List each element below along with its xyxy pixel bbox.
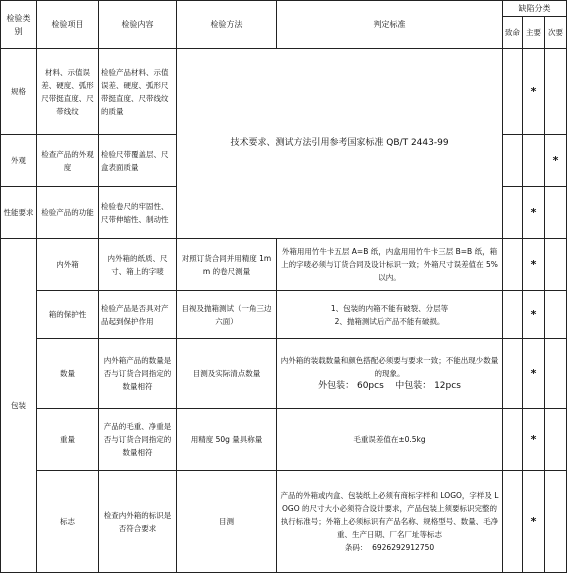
performance-content: 检验卷尺的牢固性、尺带伸缩性、制动性 [99, 187, 177, 239]
header-standard: 判定标准 [277, 1, 503, 49]
marking-standard [277, 471, 503, 573]
box-major-mark: * [523, 239, 545, 291]
header-defect-class: 缺陷分类 [503, 1, 567, 17]
marking-content: 检查内外箱的标识是否符合要求 [99, 471, 177, 573]
appearance-category: 外观 [1, 135, 37, 187]
quantity-item: 数量 [37, 339, 99, 409]
spec-content: 检验产品材料、示值误差、硬度、弧形尺带挺直度、尺带线纹的质量 [99, 49, 177, 135]
box-item: 内外箱 [37, 239, 99, 291]
shared-method-standard: 技术要求、测试方法引用参考国家标准 QB/T 2443-99 [177, 49, 503, 239]
protection-method: 目视及抛箱测试（一角三边六面） [177, 291, 277, 339]
quantity-minor [545, 339, 567, 409]
marking-item: 标志 [37, 471, 99, 573]
spec-fatal [503, 49, 523, 135]
weight-method: 用精度 50g 量具称量 [177, 409, 277, 471]
header-minor: 次要 [545, 17, 567, 49]
weight-minor [545, 409, 567, 471]
performance-item: 检验产品的功能 [37, 187, 99, 239]
appearance-fatal [503, 135, 523, 187]
quantity-major-mark: * [523, 339, 545, 409]
protection-standard [277, 291, 503, 339]
marking-minor [545, 471, 567, 573]
quantity-fatal [503, 339, 523, 409]
box-standard: 外箱用用竹牛卡五层 A=B 纸，内盒用用竹牛卡三层 B=B 纸，箱上的字唛必须与订货合同及设计标识一致；外箱尺寸误差值在 5%以内。 [277, 239, 503, 291]
header-item: 检验项目 [37, 1, 99, 49]
box-content: 内外箱的纸质、尺寸、箱上的字唛 [99, 239, 177, 291]
weight-major-mark: * [523, 409, 545, 471]
spec-category: 规格 [1, 49, 37, 135]
performance-minor [545, 187, 567, 239]
marking-major-mark: * [523, 471, 545, 573]
protection-content: 检验产品是否具对产品起到保护作用 [99, 291, 177, 339]
quantity-standard [277, 339, 503, 409]
spec-item: 材料、示值误差、硬度、弧形尺带挺直度、尺带线纹 [37, 49, 99, 135]
header-major: 主要 [523, 17, 545, 49]
protection-standard-line-2: 2、抛箱测试后产品不能有破损。 [334, 316, 445, 326]
box-method: 对照订货合同并用精度 1mm 的卷尺测量 [177, 239, 277, 291]
box-minor [545, 239, 567, 291]
protection-fatal [503, 291, 523, 339]
appearance-minor-mark: * [545, 135, 567, 187]
quantity-method: 目测及实际清点数量 [177, 339, 277, 409]
marking-method: 目测 [177, 471, 277, 573]
weight-standard: 毛重误差值在±0.5kg [277, 409, 503, 471]
performance-category: 性能要求 [1, 187, 37, 239]
marking-fatal [503, 471, 523, 573]
spec-major-mark: * [523, 49, 545, 135]
protection-minor [545, 291, 567, 339]
protection-item: 箱的保护性 [37, 291, 99, 339]
appearance-major [523, 135, 545, 187]
weight-fatal [503, 409, 523, 471]
weight-content: 产品的毛重、净重是否与订货合同指定的数量相符 [99, 409, 177, 471]
marking-barcode: 条码： 6926292912750 [344, 543, 435, 552]
box-fatal [503, 239, 523, 291]
spec-minor [545, 49, 567, 135]
header-fatal: 致命 [503, 17, 523, 49]
marking-standard-text: 产品的外箱或内盒、包装纸上必须有商标字样和 LOGO，字样及 LOGO 的尺寸大小必须符合设计要求，产品包装上须要标识完整的执行标准号；外箱上必须标识有产品名称、规格型号、数量、毛净重、生产日期、厂名厂址等标志 [280, 491, 499, 539]
appearance-item: 检查产品的外观度 [37, 135, 99, 187]
performance-major-mark: * [523, 187, 545, 239]
packaging-category: 包装 [1, 239, 37, 573]
quantity-content: 内外箱产品的数量是否与订货合同指定的数量相符 [99, 339, 177, 409]
protection-major-mark: * [523, 291, 545, 339]
weight-item: 重量 [37, 409, 99, 471]
protection-standard-line-1: 1、包装的内箱不能有破裂、分层等 [330, 303, 449, 313]
header-category: 检验类别 [1, 1, 37, 49]
performance-fatal [503, 187, 523, 239]
header-method: 检验方法 [177, 1, 277, 49]
header-content: 检验内容 [99, 1, 177, 49]
quantity-pack-spec: 外包装： 60pcs 中包装： 12pcs [318, 381, 461, 391]
quantity-standard-text: 内外箱的装载数量和颜色搭配必须要与要求一致；不能出现少数量的现象。 [280, 356, 499, 378]
appearance-content: 检验尺带覆盖层、尺盒表面质量 [99, 135, 177, 187]
